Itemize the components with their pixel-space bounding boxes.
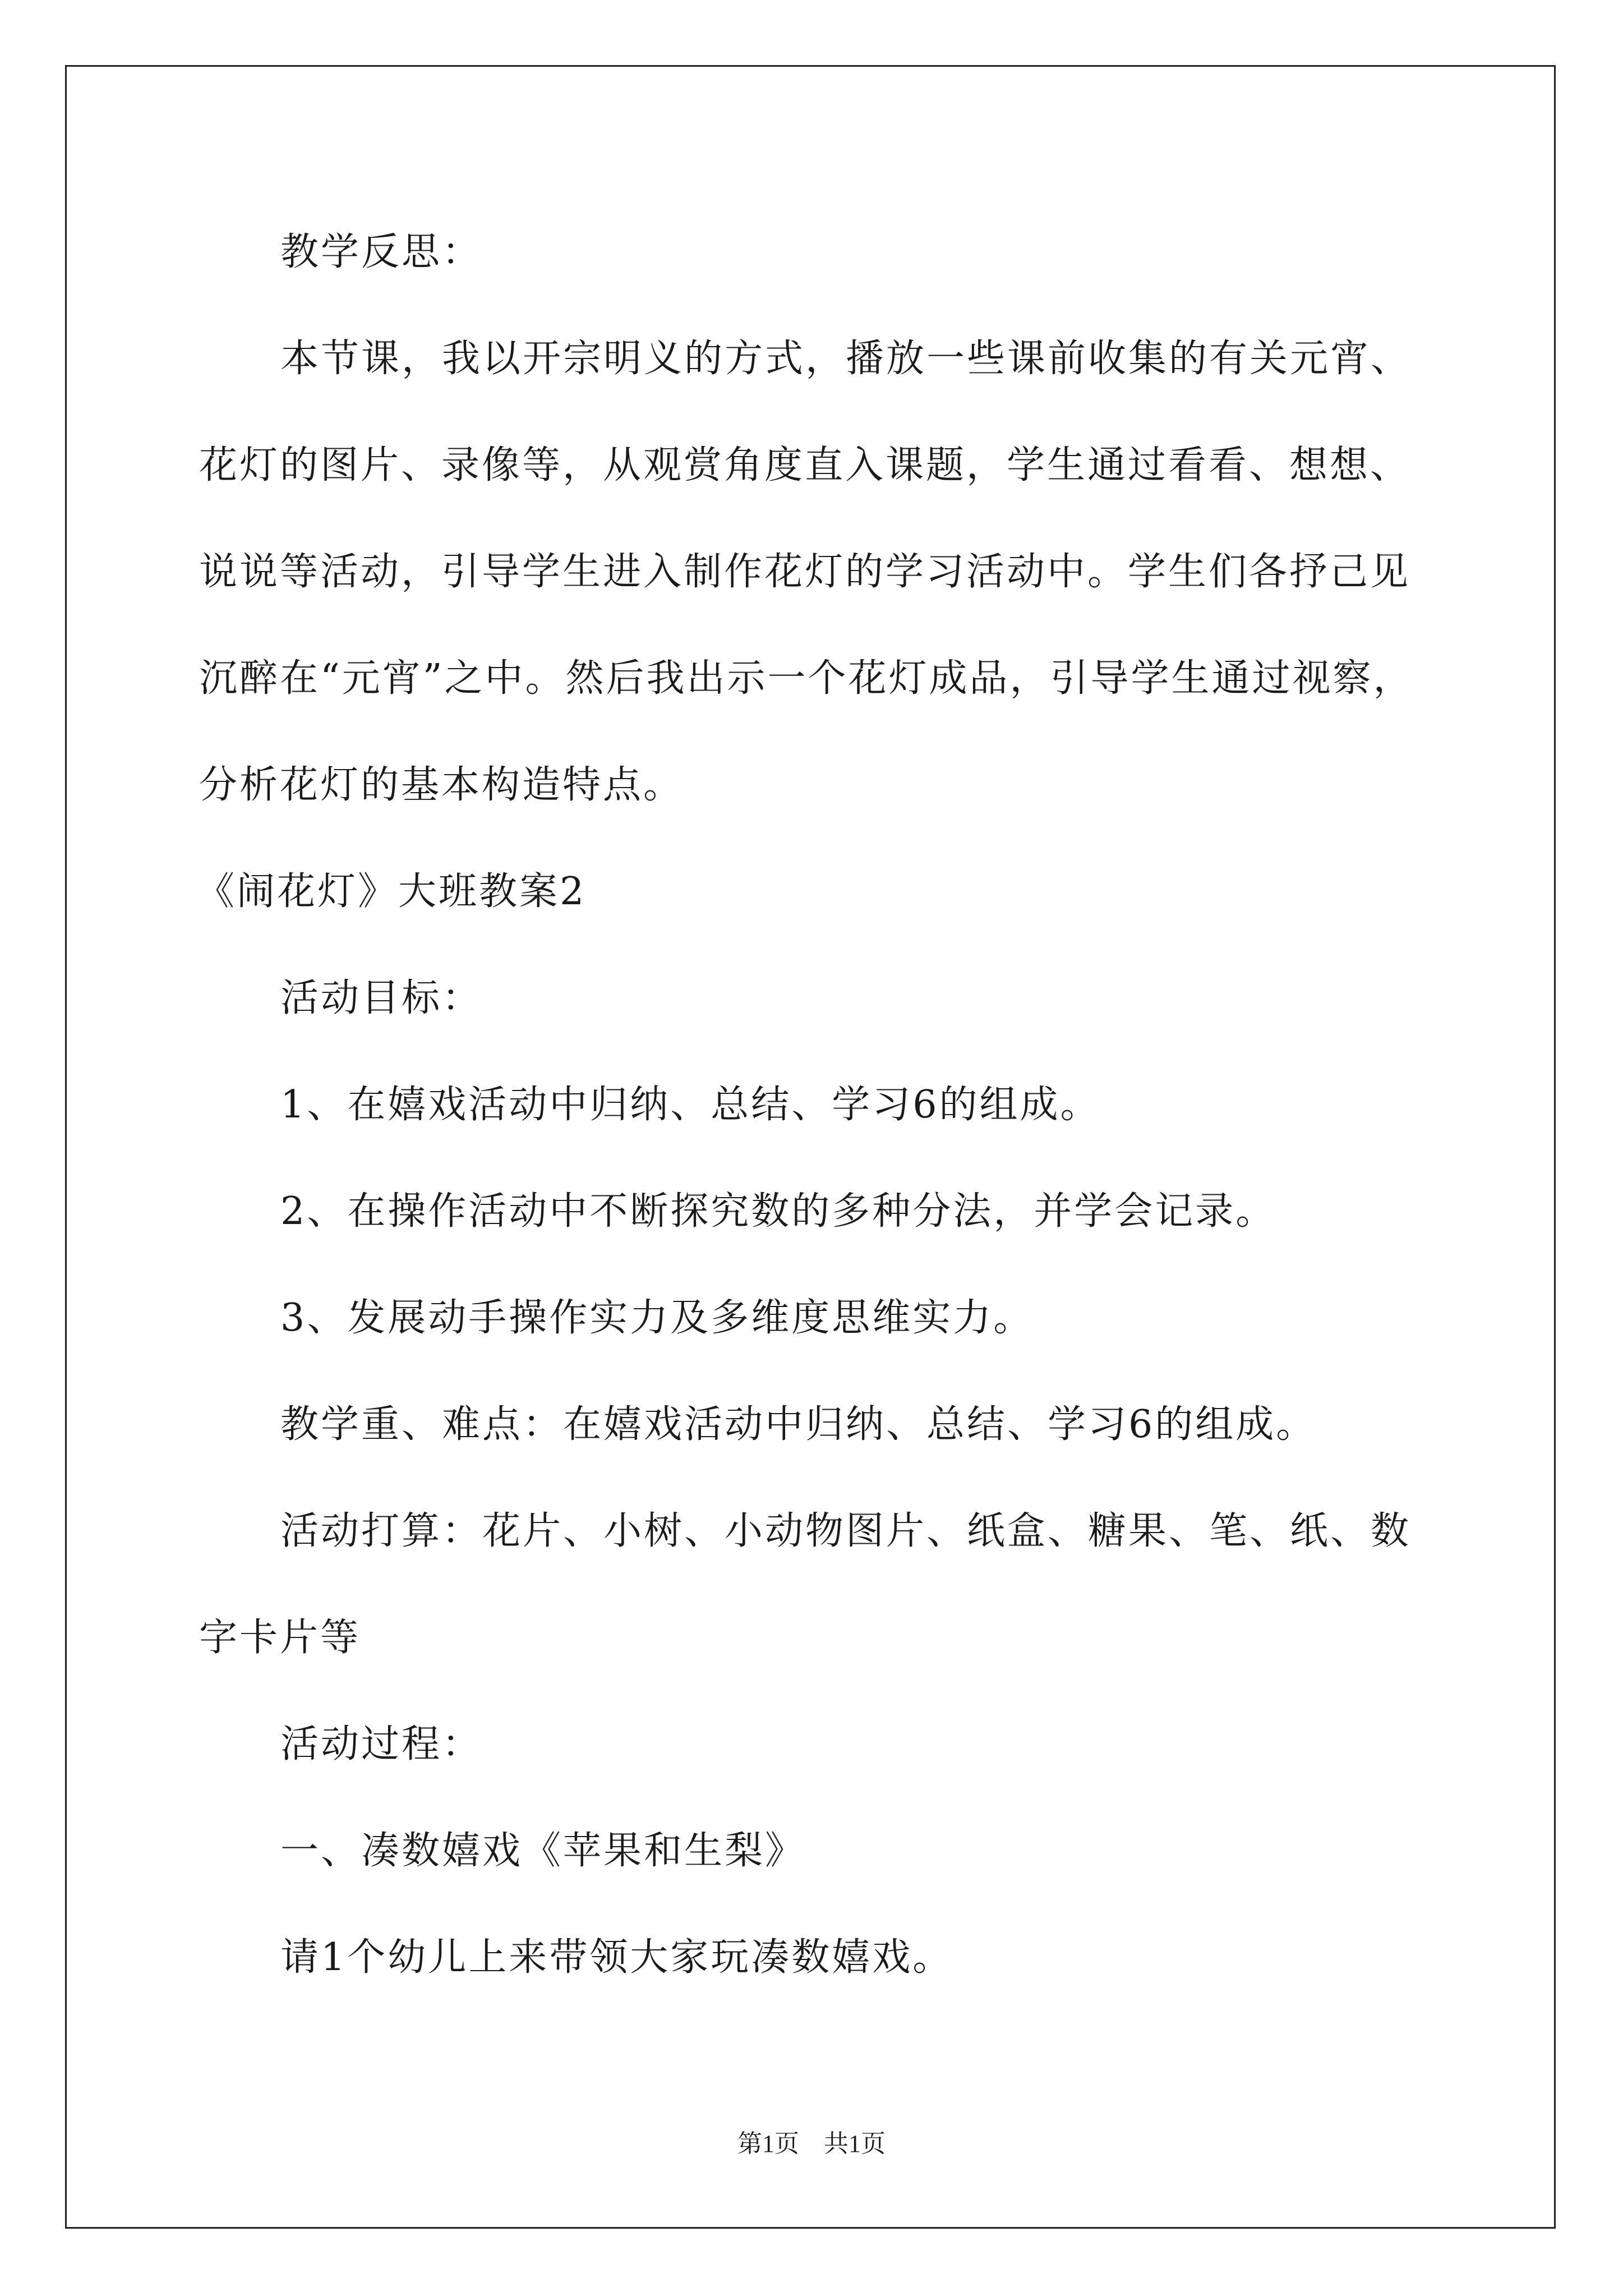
page-number-footer: 第1页 共1页: [737, 2130, 886, 2157]
paragraph-line: 活动打算：花片、小树、小动物图片、纸盒、糖果、笔、纸、数: [280, 1509, 1412, 1553]
list-item: 1、在嬉戏活动中归纳、总结、学习6的组成。: [280, 1083, 1101, 1127]
list-item: 3、发展动手操作实力及多维度思维实力。: [280, 1296, 1034, 1340]
page-border: [65, 65, 1556, 2229]
paragraph-heading-process: 活动过程：: [280, 1722, 483, 1766]
paragraph-heading-goals: 活动目标：: [280, 976, 483, 1020]
paragraph-line: 说说等活动，引导学生进入制作花灯的学习活动中。学生们各抒己见: [199, 550, 1411, 594]
paragraph-line: 本节课，我以开宗明义的方式，播放一些课前收集的有关元宵、: [280, 337, 1412, 381]
paragraph-line: 教学重、难点：在嬉戏活动中归纳、总结、学习6的组成。: [280, 1402, 1317, 1447]
paragraph-line: 请1个幼儿上来带领大家玩凑数嬉戏。: [280, 1935, 953, 1980]
paragraph-heading-reflection: 教学反思：: [280, 230, 483, 274]
section-title: 《闹花灯》大班教案2: [196, 869, 587, 914]
paragraph-line: 分析花灯的基本构造特点。: [199, 763, 684, 807]
list-item: 2、在操作活动中不断探究数的多种分法，并学会记录。: [280, 1189, 1276, 1234]
paragraph-line: 花灯的图片、录像等，从观赏角度直入课题，学生通过看看、想想、: [199, 443, 1411, 487]
paragraph-line: 沉醉在“元宵”之中。然后我出示一个花灯成品，引导学生通过视察，: [199, 656, 1414, 701]
paragraph-line: 字卡片等: [199, 1616, 361, 1660]
paragraph-line: 一、凑数嬉戏《苹果和生梨》: [280, 1829, 806, 1873]
